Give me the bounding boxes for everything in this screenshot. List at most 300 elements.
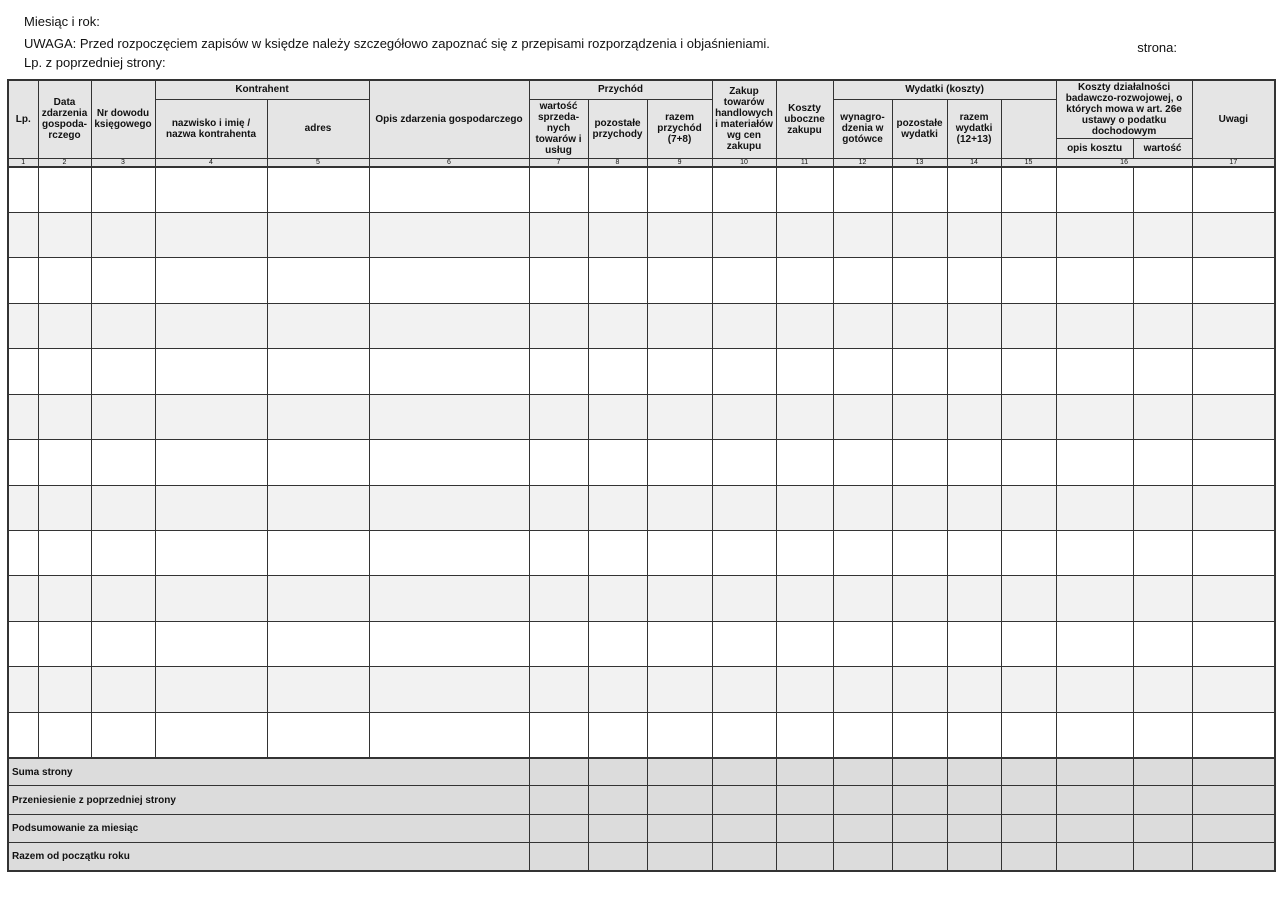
entry-cell[interactable]: [155, 531, 267, 576]
entry-cell[interactable]: [712, 667, 776, 712]
summary-cell[interactable]: [712, 814, 776, 842]
entry-cell[interactable]: [529, 440, 588, 485]
summary-cell[interactable]: [833, 814, 892, 842]
entry-cell[interactable]: [833, 576, 892, 621]
entry-cell[interactable]: [369, 258, 529, 303]
entry-cell[interactable]: [38, 485, 91, 530]
entry-cell[interactable]: [155, 394, 267, 439]
summary-cell[interactable]: [1056, 814, 1133, 842]
entry-cell[interactable]: [588, 258, 647, 303]
entry-cell[interactable]: [1001, 394, 1056, 439]
entry-cell[interactable]: [267, 394, 369, 439]
entry-cell[interactable]: [588, 667, 647, 712]
entry-cell[interactable]: [947, 667, 1001, 712]
summary-cell[interactable]: [1133, 758, 1192, 786]
entry-cell[interactable]: [647, 349, 712, 394]
entry-cell[interactable]: [1192, 394, 1275, 439]
summary-cell[interactable]: [776, 842, 833, 871]
entry-cell[interactable]: [712, 303, 776, 348]
entry-cell[interactable]: [776, 440, 833, 485]
entry-cell[interactable]: [38, 621, 91, 666]
entry-cell[interactable]: [38, 440, 91, 485]
entry-cell[interactable]: [38, 667, 91, 712]
entry-cell[interactable]: [1133, 712, 1192, 757]
entry-cell[interactable]: [91, 531, 155, 576]
entry-cell[interactable]: [91, 712, 155, 757]
entry-cell[interactable]: [155, 485, 267, 530]
entry-cell[interactable]: [947, 576, 1001, 621]
entry-cell[interactable]: [1133, 258, 1192, 303]
entry-cell[interactable]: [1001, 576, 1056, 621]
entry-cell[interactable]: [529, 212, 588, 257]
entry-cell[interactable]: [369, 440, 529, 485]
entry-cell[interactable]: [1133, 621, 1192, 666]
summary-cell[interactable]: [833, 786, 892, 814]
entry-cell[interactable]: [776, 394, 833, 439]
entry-cell[interactable]: [776, 531, 833, 576]
entry-cell[interactable]: [155, 667, 267, 712]
summary-cell[interactable]: [647, 842, 712, 871]
entry-cell[interactable]: [1056, 621, 1133, 666]
entry-cell[interactable]: [38, 531, 91, 576]
entry-cell[interactable]: [776, 667, 833, 712]
entry-cell[interactable]: [892, 485, 947, 530]
entry-cell[interactable]: [892, 531, 947, 576]
column-number: 15: [1001, 158, 1056, 167]
entry-cell[interactable]: [1056, 394, 1133, 439]
entry-cell[interactable]: [155, 621, 267, 666]
entry-cell[interactable]: [776, 621, 833, 666]
entry-cell[interactable]: [529, 712, 588, 757]
entry-cell[interactable]: [529, 258, 588, 303]
entry-cell[interactable]: [776, 258, 833, 303]
entry-cell[interactable]: [91, 258, 155, 303]
entry-cell[interactable]: [369, 667, 529, 712]
summary-cell[interactable]: [833, 842, 892, 871]
entry-cell[interactable]: [369, 212, 529, 257]
entry-cell[interactable]: [8, 531, 38, 576]
entry-cell[interactable]: [267, 349, 369, 394]
entry-cell[interactable]: [892, 440, 947, 485]
entry-cell[interactable]: [1192, 258, 1275, 303]
entry-cell[interactable]: [1192, 303, 1275, 348]
entry-cell[interactable]: [1001, 531, 1056, 576]
entry-cell[interactable]: [712, 258, 776, 303]
column-number: 1: [8, 158, 38, 167]
entry-cell[interactable]: [91, 621, 155, 666]
entry-cell[interactable]: [1001, 667, 1056, 712]
entry-cell[interactable]: [712, 212, 776, 257]
entry-cell[interactable]: [833, 167, 892, 212]
entry-cell[interactable]: [8, 621, 38, 666]
entry-cell[interactable]: [1192, 576, 1275, 621]
entry-cell[interactable]: [91, 349, 155, 394]
summary-cell[interactable]: [1056, 758, 1133, 786]
entry-cell[interactable]: [647, 621, 712, 666]
header-notes: Uwagi: [1192, 80, 1275, 158]
entry-cell[interactable]: [1133, 440, 1192, 485]
entry-cell[interactable]: [155, 167, 267, 212]
entry-cell[interactable]: [776, 167, 833, 212]
summary-cell[interactable]: [529, 842, 588, 871]
entry-cell[interactable]: [38, 167, 91, 212]
entry-cell[interactable]: [833, 349, 892, 394]
entry-cell[interactable]: [947, 212, 1001, 257]
entry-cell[interactable]: [91, 440, 155, 485]
entry-cell[interactable]: [1056, 485, 1133, 530]
summary-cell[interactable]: [1056, 842, 1133, 871]
entry-cell[interactable]: [529, 667, 588, 712]
summary-row-label: Suma strony: [8, 758, 529, 786]
entry-cell[interactable]: [267, 167, 369, 212]
entry-cell[interactable]: [1133, 303, 1192, 348]
entry-cell[interactable]: [267, 440, 369, 485]
entry-cell[interactable]: [529, 167, 588, 212]
entry-cell[interactable]: [267, 531, 369, 576]
summary-cell[interactable]: [1133, 786, 1192, 814]
header-revenue-sales: wartość sprzeda-nych towarów i usług: [529, 99, 588, 158]
entry-cell[interactable]: [38, 349, 91, 394]
entry-cell[interactable]: [267, 258, 369, 303]
entry-cell[interactable]: [8, 349, 38, 394]
entry-cell[interactable]: [1001, 303, 1056, 348]
column-number: 10: [712, 158, 776, 167]
entry-cell[interactable]: [588, 167, 647, 212]
summary-cell[interactable]: [1056, 786, 1133, 814]
table-row: [8, 440, 1275, 485]
entry-cell[interactable]: [833, 258, 892, 303]
summary-cell[interactable]: [529, 758, 588, 786]
summary-cell[interactable]: [1192, 842, 1275, 871]
entry-cell[interactable]: [38, 576, 91, 621]
entry-cell[interactable]: [776, 349, 833, 394]
entry-cell[interactable]: [588, 212, 647, 257]
entry-cell[interactable]: [369, 394, 529, 439]
summary-cell[interactable]: [712, 842, 776, 871]
entry-cell[interactable]: [712, 394, 776, 439]
entry-cell[interactable]: [155, 258, 267, 303]
header-date: Data zdarzenia gospoda-rczego: [38, 80, 91, 158]
entry-cell[interactable]: [369, 485, 529, 530]
entry-cell[interactable]: [8, 485, 38, 530]
entry-cell[interactable]: [1192, 712, 1275, 757]
entry-cell[interactable]: [588, 485, 647, 530]
entry-cell[interactable]: [267, 712, 369, 757]
entry-cell[interactable]: [712, 621, 776, 666]
entry-cell[interactable]: [833, 531, 892, 576]
entry-cell[interactable]: [38, 712, 91, 757]
entry-cell[interactable]: [647, 167, 712, 212]
entry-cell[interactable]: [155, 212, 267, 257]
entry-cell[interactable]: [712, 531, 776, 576]
entry-cell[interactable]: [1056, 440, 1133, 485]
entry-cell[interactable]: [1192, 621, 1275, 666]
entry-cell[interactable]: [1056, 212, 1133, 257]
entry-cell[interactable]: [588, 712, 647, 757]
entry-cell[interactable]: [1056, 167, 1133, 212]
entry-cell[interactable]: [1192, 667, 1275, 712]
entry-cell[interactable]: [369, 303, 529, 348]
entry-cell[interactable]: [91, 576, 155, 621]
entry-cell[interactable]: [369, 712, 529, 757]
entry-cell[interactable]: [892, 303, 947, 348]
entry-cell[interactable]: [647, 212, 712, 257]
header-expenses-other: pozostałe wydatki: [892, 99, 947, 158]
entry-cell[interactable]: [647, 258, 712, 303]
entry-cell[interactable]: [38, 394, 91, 439]
entry-cell[interactable]: [647, 394, 712, 439]
summary-cell[interactable]: [1133, 842, 1192, 871]
table-row: [8, 258, 1275, 303]
summary-cell[interactable]: [776, 786, 833, 814]
entry-cell[interactable]: [1001, 621, 1056, 666]
summary-cell[interactable]: [1192, 814, 1275, 842]
entry-cell[interactable]: [1133, 167, 1192, 212]
entry-cell[interactable]: [833, 667, 892, 712]
entry-cell[interactable]: [369, 531, 529, 576]
entry-cell[interactable]: [712, 349, 776, 394]
summary-cell[interactable]: [947, 814, 1001, 842]
entry-cell[interactable]: [529, 349, 588, 394]
summary-cell[interactable]: [588, 842, 647, 871]
summary-cell[interactable]: [588, 814, 647, 842]
entry-cell[interactable]: [1056, 531, 1133, 576]
summary-cell[interactable]: [892, 814, 947, 842]
entry-cell[interactable]: [529, 531, 588, 576]
entry-cell[interactable]: [267, 212, 369, 257]
entry-cell[interactable]: [947, 167, 1001, 212]
entry-cell[interactable]: [588, 349, 647, 394]
entry-cell[interactable]: [947, 621, 1001, 666]
entry-cell[interactable]: [267, 667, 369, 712]
summary-cell[interactable]: [647, 786, 712, 814]
summary-cell[interactable]: [647, 814, 712, 842]
entry-cell[interactable]: [947, 440, 1001, 485]
entry-cell[interactable]: [947, 485, 1001, 530]
entry-cell[interactable]: [1133, 212, 1192, 257]
header-rd-cost-value: wartość: [1133, 138, 1192, 158]
entry-cell[interactable]: [8, 667, 38, 712]
entry-cell[interactable]: [1001, 712, 1056, 757]
entry-cell[interactable]: [91, 167, 155, 212]
column-number: 3: [91, 158, 155, 167]
summary-cell[interactable]: [892, 758, 947, 786]
entry-cell[interactable]: [1056, 712, 1133, 757]
entry-cell[interactable]: [776, 485, 833, 530]
entry-cell[interactable]: [155, 303, 267, 348]
entry-cell[interactable]: [1133, 394, 1192, 439]
entry-cell[interactable]: [1192, 212, 1275, 257]
entry-cell[interactable]: [892, 576, 947, 621]
summary-cell[interactable]: [1001, 786, 1056, 814]
entry-cell[interactable]: [8, 303, 38, 348]
entry-cell[interactable]: [1001, 212, 1056, 257]
entry-cell[interactable]: [529, 621, 588, 666]
summary-cell[interactable]: [1001, 842, 1056, 871]
entry-cell[interactable]: [833, 212, 892, 257]
entry-cell[interactable]: [155, 576, 267, 621]
entry-cell[interactable]: [892, 394, 947, 439]
entry-cell[interactable]: [91, 212, 155, 257]
column-number: 12: [833, 158, 892, 167]
summary-cell[interactable]: [712, 786, 776, 814]
entry-cell[interactable]: [647, 440, 712, 485]
summary-cell[interactable]: [776, 758, 833, 786]
entry-cell[interactable]: [267, 621, 369, 666]
entry-cell[interactable]: [1192, 440, 1275, 485]
summary-cell[interactable]: [1192, 786, 1275, 814]
entry-cell[interactable]: [91, 667, 155, 712]
entry-cell[interactable]: [38, 212, 91, 257]
entry-cell[interactable]: [712, 167, 776, 212]
entry-cell[interactable]: [776, 212, 833, 257]
entry-cell[interactable]: [892, 212, 947, 257]
column-number: 8: [588, 158, 647, 167]
entry-cell[interactable]: [833, 712, 892, 757]
entry-cell[interactable]: [833, 621, 892, 666]
entry-cell[interactable]: [8, 212, 38, 257]
entry-cell[interactable]: [647, 531, 712, 576]
summary-cell[interactable]: [1133, 814, 1192, 842]
entry-cell[interactable]: [1133, 531, 1192, 576]
entry-cell[interactable]: [369, 621, 529, 666]
entry-cell[interactable]: [1001, 440, 1056, 485]
entry-cell[interactable]: [712, 712, 776, 757]
entry-cell[interactable]: [776, 303, 833, 348]
summary-cell[interactable]: [892, 842, 947, 871]
entry-cell[interactable]: [588, 621, 647, 666]
entry-cell[interactable]: [529, 303, 588, 348]
entry-cell[interactable]: [833, 303, 892, 348]
entry-cell[interactable]: [588, 531, 647, 576]
column-number: 17: [1192, 158, 1275, 167]
entry-cell[interactable]: [947, 349, 1001, 394]
summary-cell[interactable]: [947, 786, 1001, 814]
entry-cell[interactable]: [947, 712, 1001, 757]
entry-cell[interactable]: [8, 258, 38, 303]
entry-cell[interactable]: [1133, 667, 1192, 712]
entry-cell[interactable]: [892, 621, 947, 666]
entry-cell[interactable]: [892, 712, 947, 757]
entry-cell[interactable]: [529, 485, 588, 530]
entry-cell[interactable]: [155, 349, 267, 394]
entry-cell[interactable]: [588, 440, 647, 485]
entry-cell[interactable]: [267, 485, 369, 530]
entry-cell[interactable]: [1133, 576, 1192, 621]
entry-cell[interactable]: [369, 576, 529, 621]
entry-cell[interactable]: [647, 667, 712, 712]
summary-cell[interactable]: [833, 758, 892, 786]
entry-cell[interactable]: [892, 167, 947, 212]
entry-cell[interactable]: [947, 531, 1001, 576]
entry-cell[interactable]: [1001, 167, 1056, 212]
entry-cell[interactable]: [267, 303, 369, 348]
summary-cell[interactable]: [776, 814, 833, 842]
entry-cell[interactable]: [588, 303, 647, 348]
summary-cell[interactable]: [947, 758, 1001, 786]
entry-cell[interactable]: [947, 394, 1001, 439]
entry-cell[interactable]: [833, 440, 892, 485]
entry-cell[interactable]: [892, 258, 947, 303]
entry-cell[interactable]: [529, 394, 588, 439]
entry-cell[interactable]: [588, 394, 647, 439]
entry-cell[interactable]: [155, 440, 267, 485]
entry-cell[interactable]: [91, 394, 155, 439]
entry-cell[interactable]: [1192, 167, 1275, 212]
summary-cell[interactable]: [588, 786, 647, 814]
summary-cell[interactable]: [1192, 758, 1275, 786]
entry-cell[interactable]: [588, 576, 647, 621]
entry-cell[interactable]: [647, 712, 712, 757]
summary-cell[interactable]: [712, 758, 776, 786]
entry-cell[interactable]: [1001, 485, 1056, 530]
entry-cell[interactable]: [1133, 485, 1192, 530]
entry-cell[interactable]: [1056, 667, 1133, 712]
entry-cell[interactable]: [1001, 258, 1056, 303]
entry-cell[interactable]: [947, 303, 1001, 348]
entry-cell[interactable]: [712, 576, 776, 621]
entry-cell[interactable]: [369, 349, 529, 394]
summary-cell[interactable]: [1001, 758, 1056, 786]
entry-cell[interactable]: [776, 712, 833, 757]
entry-cell[interactable]: [38, 303, 91, 348]
entry-cell[interactable]: [712, 440, 776, 485]
entry-cell[interactable]: [892, 349, 947, 394]
header-lp: Lp.: [8, 80, 38, 158]
summary-cell[interactable]: [892, 786, 947, 814]
entry-cell[interactable]: [155, 712, 267, 757]
entry-cell[interactable]: [91, 485, 155, 530]
entry-cell[interactable]: [1056, 349, 1133, 394]
entry-cell[interactable]: [1056, 576, 1133, 621]
summary-cell[interactable]: [647, 758, 712, 786]
entry-cell[interactable]: [776, 576, 833, 621]
entry-cell[interactable]: [369, 167, 529, 212]
entry-cell[interactable]: [529, 576, 588, 621]
column-number: 14: [947, 158, 1001, 167]
entry-cell[interactable]: [1192, 349, 1275, 394]
entry-cell[interactable]: [8, 712, 38, 757]
entry-cell[interactable]: [833, 394, 892, 439]
entry-cell[interactable]: [8, 394, 38, 439]
entry-cell[interactable]: [947, 258, 1001, 303]
entry-cell[interactable]: [8, 576, 38, 621]
entry-cell[interactable]: [38, 258, 91, 303]
summary-cell[interactable]: [588, 758, 647, 786]
summary-cell[interactable]: [947, 842, 1001, 871]
entry-cell[interactable]: [647, 485, 712, 530]
summary-cell[interactable]: [529, 814, 588, 842]
entry-cell[interactable]: [1056, 258, 1133, 303]
entry-cell[interactable]: [1192, 485, 1275, 530]
table-row: [8, 712, 1275, 757]
entry-cell[interactable]: [712, 485, 776, 530]
summary-cell[interactable]: [1001, 814, 1056, 842]
entry-cell[interactable]: [647, 576, 712, 621]
summary-cell[interactable]: [529, 786, 588, 814]
entry-cell[interactable]: [892, 667, 947, 712]
entry-cell[interactable]: [1192, 531, 1275, 576]
entry-cell[interactable]: [647, 303, 712, 348]
entry-cell[interactable]: [267, 576, 369, 621]
entry-cell[interactable]: [8, 167, 38, 212]
entry-cell[interactable]: [1133, 349, 1192, 394]
entry-cell[interactable]: [91, 303, 155, 348]
entry-cell[interactable]: [8, 440, 38, 485]
entry-cell[interactable]: [1056, 303, 1133, 348]
entry-cell[interactable]: [833, 485, 892, 530]
entry-cell[interactable]: [1001, 349, 1056, 394]
